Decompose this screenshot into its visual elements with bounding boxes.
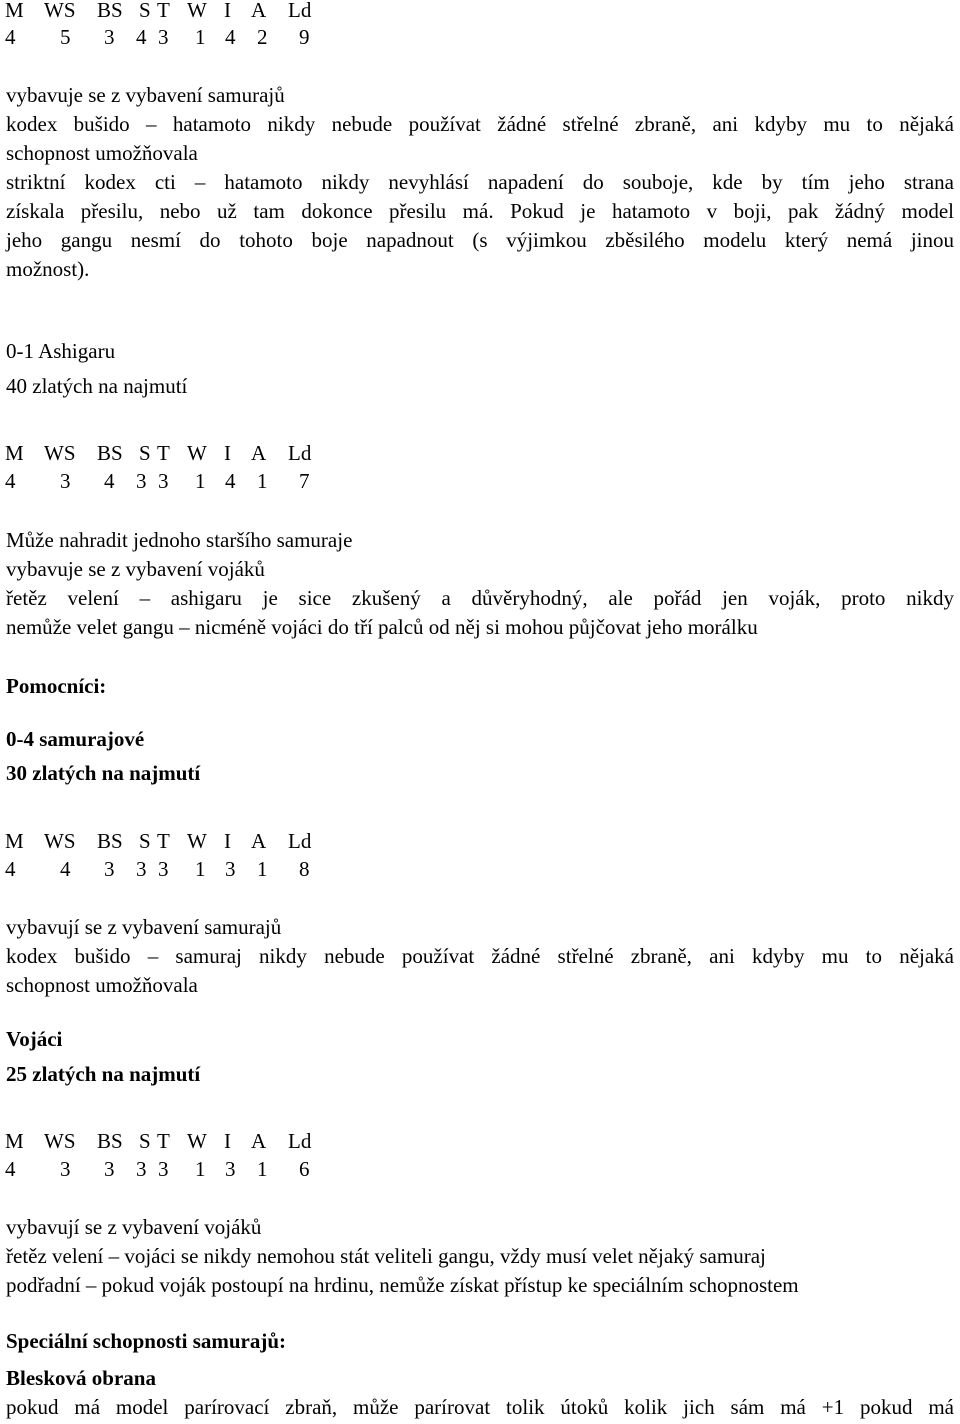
stat-header-row (0, 1131, 330, 1153)
ashigaru-rule-line: nemůže velet gangu – nicméně vojáci do tří palců od něj si mohou půjčovat jeho morálku (6, 615, 758, 639)
stat-value: 6 (299, 1157, 310, 1181)
hatamoto-rule-line: kodex bušido – hatamoto nikdy nebude používat žádné střelné zbraně, ani kdyby mu to nějaká (6, 112, 954, 136)
stat-header-row (0, 443, 330, 465)
samurajove-rule-line: schopnost umožňovala (6, 973, 198, 997)
stat-header: W (187, 0, 207, 22)
helpers-heading: Pomocníci: (6, 674, 107, 698)
stat-value-row (0, 1159, 330, 1181)
ashigaru-rule-line: vybavuje se z vybavení vojáků (6, 557, 265, 581)
stat-value: 1 (257, 857, 268, 881)
stat-header: M (5, 829, 24, 853)
stat-value: 3 (104, 1157, 115, 1181)
stat-value: 5 (60, 25, 71, 49)
stat-value: 1 (195, 469, 206, 493)
stat-header: A (251, 441, 267, 465)
stat-header-row (0, 0, 330, 22)
stat-value: 4 (5, 25, 16, 49)
stat-value: 3 (60, 469, 71, 493)
ashigaru-title: 0-1 Ashigaru (6, 339, 116, 363)
stat-value: 3 (225, 857, 236, 881)
stat-header: T (157, 829, 170, 853)
stat-header: S (139, 829, 151, 853)
stat-value: 3 (158, 1157, 169, 1181)
stat-value: 4 (5, 857, 16, 881)
bleskova-obrana-title: Blesková obrana (6, 1366, 156, 1390)
stat-value: 1 (257, 469, 268, 493)
stat-value: 1 (195, 857, 206, 881)
stat-header: BS (97, 1129, 123, 1153)
stat-value-row (0, 471, 330, 493)
samurajove-cost: 30 zlatých na najmutí (6, 761, 201, 785)
stat-header: I (224, 441, 231, 465)
stat-value: 4 (104, 469, 115, 493)
stat-value: 4 (5, 1157, 16, 1181)
stat-value-row (0, 27, 330, 49)
stat-value: 1 (257, 1157, 268, 1181)
stat-value: 4 (225, 25, 236, 49)
stat-value: 3 (158, 857, 169, 881)
vojaci-rule-line: podřadní – pokud voják postoupí na hrdinu, nemůže získat přístup ke speciálním schopnostem (6, 1273, 799, 1297)
stat-value: 4 (5, 469, 16, 493)
stat-header: BS (97, 441, 123, 465)
stat-header: I (224, 0, 231, 22)
stat-value: 3 (60, 1157, 71, 1181)
samurajove-title: 0-4 samurajové (6, 727, 145, 751)
ashigaru-rule-line: Může nahradit jednoho staršího samuraje (6, 528, 353, 552)
stat-header: M (5, 0, 24, 22)
stat-value: 3 (136, 857, 147, 881)
stat-value: 3 (225, 1157, 236, 1181)
vojaci-rule-line: řetěz velení – vojáci se nikdy nemohou stát veliteli gangu, vždy musí velet nějaký samuraj (6, 1244, 766, 1268)
stat-header-row (0, 831, 330, 853)
stat-header: WS (44, 1129, 76, 1153)
stat-header: I (224, 829, 231, 853)
stat-header: T (157, 441, 170, 465)
stat-header: WS (44, 829, 76, 853)
hatamoto-rule-line: získala přesilu, nebo už tam dokonce přesilu má. Pokud je hatamoto v boji, pak žádný model (6, 199, 954, 223)
vojaci-title: Vojáci (6, 1027, 63, 1051)
hatamoto-rule-line: možnost). (6, 257, 90, 281)
stat-header: Ld (288, 1129, 312, 1153)
stat-header: I (224, 1129, 231, 1153)
stat-header: Ld (288, 441, 312, 465)
stat-value: 3 (104, 25, 115, 49)
stat-header: A (251, 0, 267, 22)
stat-value: 1 (195, 1157, 206, 1181)
stat-header: M (5, 1129, 24, 1153)
stat-header: M (5, 441, 24, 465)
stat-value: 3 (158, 25, 169, 49)
stat-value: 3 (104, 857, 115, 881)
ashigaru-rule-line: řetěz velení – ashigaru je sice zkušený a důvěryhodný, ale pořád jen voják, proto nikdy (6, 586, 954, 610)
samurajove-rule-line: kodex bušido – samuraj nikdy nebude používat žádné střelné zbraně, ani kdyby mu to nějaká (6, 944, 954, 968)
special-abilities-heading: Speciální schopnosti samurajů: (6, 1329, 287, 1353)
stat-header: BS (97, 829, 123, 853)
stat-value-row (0, 859, 330, 881)
stat-value: 7 (299, 469, 310, 493)
stat-value: 3 (136, 1157, 147, 1181)
bleskova-obrana-line: pokud má model parírovací zbraň, může parírovat tolik útoků kolik jich sám má +1 pokud má (6, 1395, 954, 1419)
hatamoto-rule-line: striktní kodex cti – hatamoto nikdy nevyhlásí napadení do souboje, kde by tím jeho strana (6, 170, 954, 194)
hatamoto-equipment: vybavuje se z vybavení samurajů (6, 83, 285, 107)
stat-header: A (251, 1129, 267, 1153)
stat-value: 1 (195, 25, 206, 49)
stat-value: 4 (136, 25, 147, 49)
stat-header: W (187, 829, 207, 853)
stat-header: S (139, 0, 151, 22)
vojaci-cost: 25 zlatých na najmutí (6, 1062, 201, 1086)
stat-value: 3 (136, 469, 147, 493)
samurajove-rule-line: vybavují se z vybavení samurajů (6, 915, 282, 939)
stat-value: 4 (225, 469, 236, 493)
stat-header: WS (44, 0, 76, 22)
stat-value: 4 (60, 857, 71, 881)
stat-header: S (139, 441, 151, 465)
stat-header: Ld (288, 829, 312, 853)
stat-header: T (157, 1129, 170, 1153)
stat-header: WS (44, 441, 76, 465)
stat-header: A (251, 829, 267, 853)
stat-header: Ld (288, 0, 312, 22)
ashigaru-cost: 40 zlatých na najmutí (6, 374, 188, 398)
hatamoto-rule-line: schopnost umožňovala (6, 141, 198, 165)
stat-header: BS (97, 0, 123, 22)
stat-value: 8 (299, 857, 310, 881)
stat-header: S (139, 1129, 151, 1153)
stat-header: T (157, 0, 170, 22)
stat-value: 3 (158, 469, 169, 493)
stat-header: W (187, 1129, 207, 1153)
stat-value: 2 (257, 25, 268, 49)
stat-header: W (187, 441, 207, 465)
vojaci-rule-line: vybavují se z vybavení vojáků (6, 1215, 262, 1239)
stat-value: 9 (299, 25, 310, 49)
hatamoto-rule-line: jeho gangu nesmí do tohoto boje napadnout (s výjimkou zběsilého modelu který nemá jinou (6, 228, 954, 252)
